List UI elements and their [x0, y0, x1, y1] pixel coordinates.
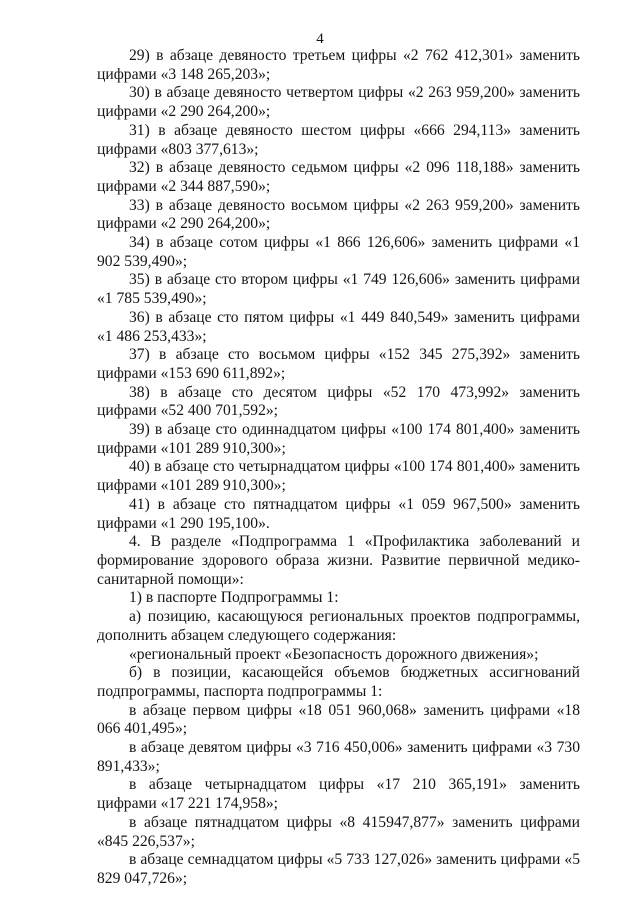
amendment-item: в абзаце четырнадцатом цифры «17 210 365,191» заменить цифрами «17 221 174,958»; — [97, 776, 580, 813]
amendment-item: 38) в абзаце сто десятом цифры «52 170 473,992» заменить цифрами «52 400 701,592»; — [97, 383, 580, 420]
amendment-item: 40) в абзаце сто четырнадцатом цифры «100 174 801,400» заменить цифрами «101 289 910,300»; — [97, 458, 580, 495]
section-heading: 4. В разделе «Подпрограмма 1 «Профилактика заболеваний и формирование здорового образа жизни. Развитие первичной медико-санитарной помощи»: — [97, 533, 580, 588]
subsection-item: а) позицию, касающуюся региональных проектов подпрограммы, дополнить абзацем следующего содержания: — [97, 608, 580, 644]
amendment-item: 34) в абзаце сотом цифры «1 866 126,606» заменить цифрами «1 902 539,490»; — [97, 234, 580, 270]
amendment-item: 36) в абзаце сто пятом цифры «1 449 840,549» заменить цифрами «1 486 253,433»; — [97, 308, 580, 345]
amendment-item: в абзаце пятнадцатом цифры «8 415947,877» заменить цифрами «845 226,537»; — [97, 813, 580, 850]
amendment-item: в абзаце девятом цифры «3 716 450,006» заменить цифрами «3 730 891,433»; — [97, 739, 580, 775]
document-body — [97, 47, 580, 889]
amendment-item: в абзаце семнадцатом цифры «5 733 127,026» заменить цифрами «5 829 047,726»; — [97, 851, 580, 887]
page-number: 4 — [316, 31, 324, 47]
amendment-item: в абзаце первом цифры «18 051 960,068» заменить цифрами «18 066 401,495»; — [97, 701, 580, 738]
amendment-item: 30) в абзаце девяносто четвертом цифры «2 263 959,200» заменить цифрами «2 290 264,200»; — [97, 84, 580, 121]
amendment-item: 32) в абзаце девяносто седьмом цифры «2 096 118,188» заменить цифрами «2 344 887,590»; — [97, 159, 580, 195]
quoted-addition: «региональный проект «Безопасность дорожного движения»; — [129, 645, 539, 663]
amendment-item: 37) в абзаце сто восьмом цифры «152 345 275,392» заменить цифрами «153 690 611,892»; — [97, 346, 580, 382]
amendment-item: 29) в абзаце девяносто третьем цифры «2 762 412,301» заменить цифрами «3 148 265,203»; — [97, 47, 580, 83]
amendment-item: 35) в абзаце сто втором цифры «1 749 126,606» заменить цифрами «1 785 539,490»; — [97, 271, 580, 308]
amendment-item: 33) в абзаце девяносто восьмом цифры «2 263 959,200» заменить цифрами «2 290 264,200»; — [97, 196, 580, 233]
amendment-item: 39) в абзаце сто одиннадцатом цифры «100 174 801,400» заменить цифрами «101 289 910,300»; — [97, 421, 580, 457]
subsection-item: б) в позиции, касающейся объемов бюджетных ассигнований подпрограммы, паспорта подпрограммы 1: — [97, 664, 580, 700]
amendment-item: 31) в абзаце девяносто шестом цифры «666 294,113» заменить цифрами «803 377,613»; — [97, 121, 580, 158]
subsection-item: 1) в паспорте Подпрограммы 1: — [129, 589, 339, 607]
amendment-item: 41) в абзаце сто пятнадцатом цифры «1 059 967,500» заменить цифрами «1 290 195,100». — [97, 495, 580, 532]
